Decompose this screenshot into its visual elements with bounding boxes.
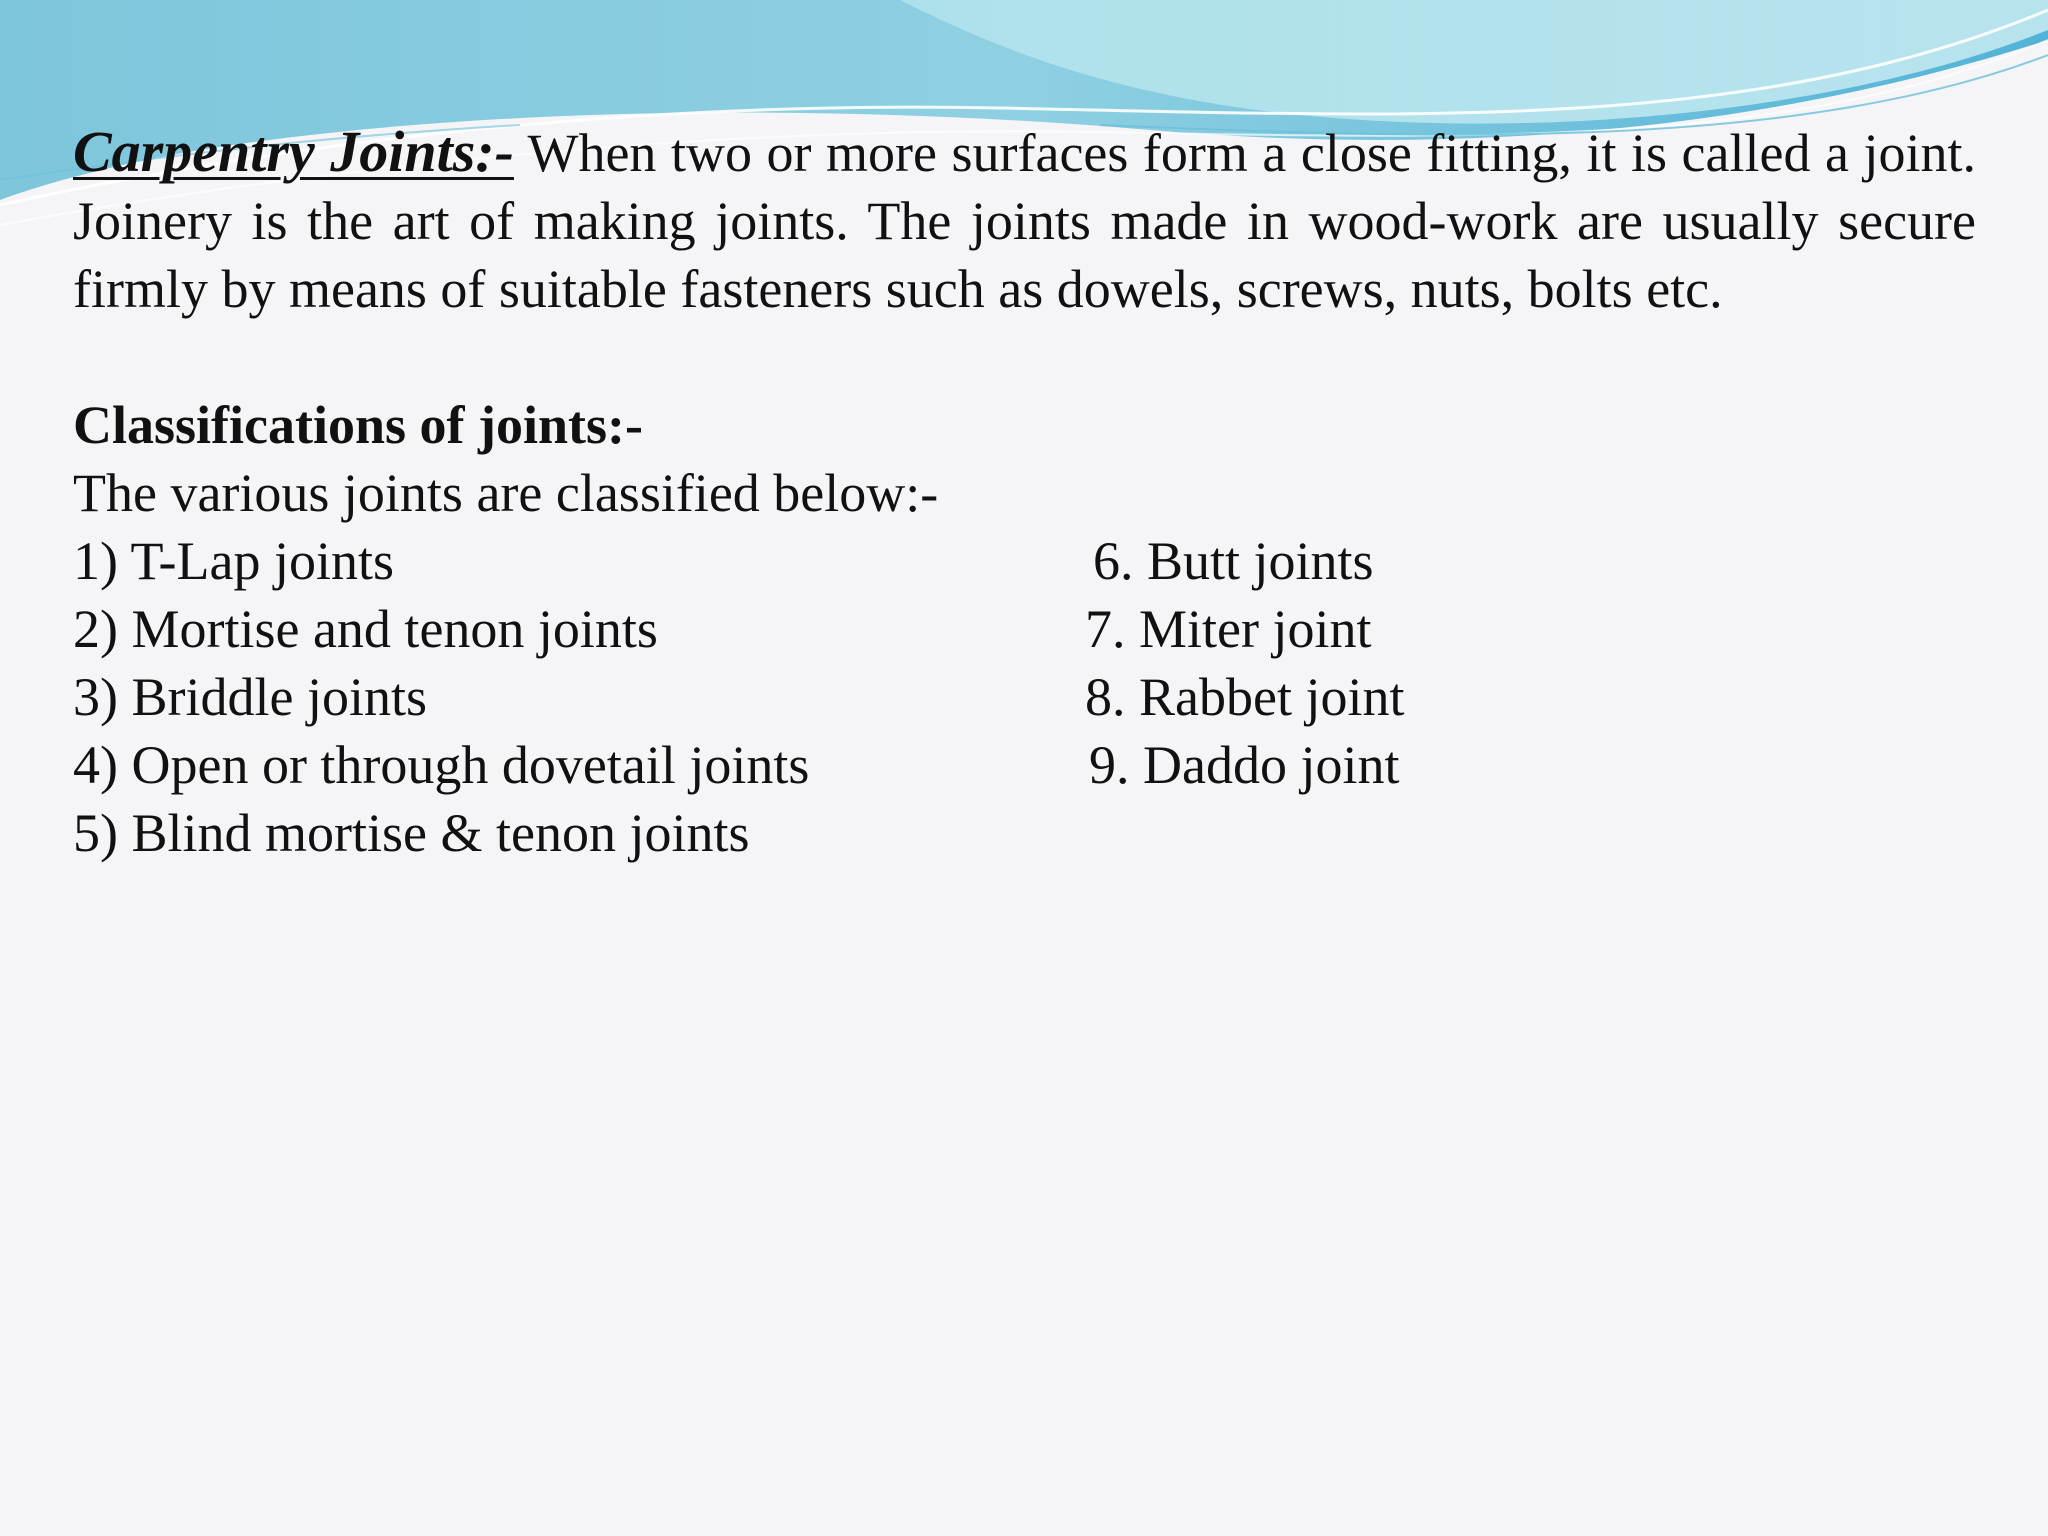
joint-list-left: [73, 527, 809, 867]
joint-item: 4) Open or through dovetail joints: [73, 735, 810, 795]
classification-heading: Classifications of joints:-: [73, 395, 643, 455]
intro-text: When two or more surfaces form a close fitting, it is called a joint. Joinery is the art of making joints. The joints made in wood-work are usually secure firmly by means of suitable fasteners such as dowels, screws, nuts, bolts etc.: [73, 123, 1977, 319]
joint-list: [73, 527, 1976, 867]
intro-paragraph: [73, 118, 1976, 323]
joint-item: 2) Mortise and tenon joints: [73, 599, 658, 659]
joint-item: 6. Butt joints: [1093, 531, 1374, 591]
slide-content: [73, 118, 1976, 867]
intro-heading: Carpentry Joints:-: [73, 119, 514, 184]
joint-item: 1) T-Lap joints: [73, 531, 394, 591]
joint-item: 5) Blind mortise & tenon joints: [73, 803, 750, 863]
joint-item: 7. Miter joint: [1085, 599, 1372, 659]
classification-intro: The various joints are classified below:-: [73, 463, 939, 523]
joint-item: 8. Rabbet joint: [1085, 667, 1405, 727]
joint-item: 3) Briddle joints: [73, 667, 427, 727]
joint-list-right: [1085, 527, 1404, 799]
joint-item: 9. Daddo joint: [1089, 735, 1400, 795]
